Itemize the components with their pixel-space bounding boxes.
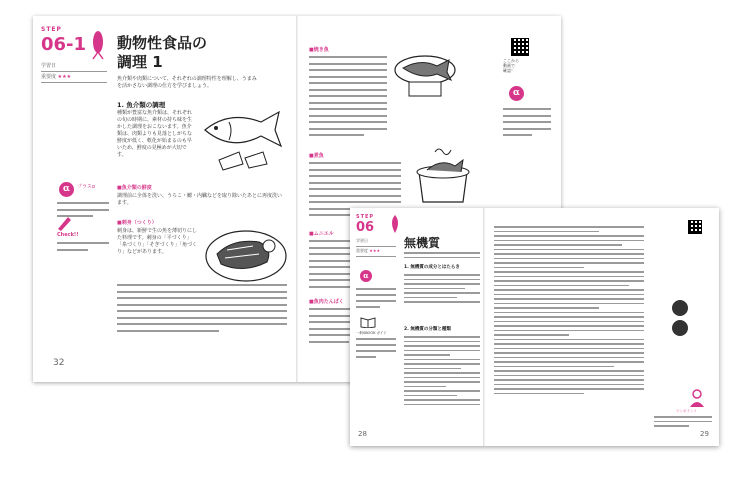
subheading-freshness: ■魚介類の鮮度 [117,185,152,191]
front-importance-stars: ★★★ [369,248,381,253]
step-number: 06-1 [41,34,87,55]
front-spine-gutter [483,208,485,446]
plus-alpha-badge: α [59,182,74,197]
study-date-row [41,62,107,72]
front-page-number-left: 28 [358,430,367,438]
front-book-note [356,338,396,362]
check-note [57,242,109,255]
front-step-number: 06 [356,220,375,235]
onepoint-label: ワンポイント [676,409,697,413]
margin-tag-2 [672,320,688,336]
plus-alpha-label: プラスα [77,184,96,190]
front-plus-alpha-badge: α [360,270,372,282]
book-caption: 一般SBOOK ガイド [356,331,387,335]
book-icon [360,316,376,328]
front-section1-heading: 1. 無機質の成分とはたらき [404,265,460,270]
importance-label: 重要度 [41,74,57,80]
page-title [117,34,207,72]
front-margin-note [356,288,396,312]
study-date-label: 学習日 [41,63,57,69]
intro-text: 魚介類や肉類について、それぞれの調理特性を理解し、うまみを活かさない調理の仕方を学びましょう。 [117,76,257,89]
front-step-label: STEP [356,214,375,220]
check-label: Check!! [57,232,79,238]
front-qr-code[interactable] [688,220,702,234]
front-step-marker [356,214,375,235]
front-book-spread [350,208,719,446]
left-page-body-lines [117,284,287,336]
front-importance-label: 重要度 [356,248,368,253]
front-study-date-label: 学習日 [356,238,368,243]
margin-tag-1 [672,300,688,316]
section-heading: 1. 魚介類の調理 [117,101,166,109]
onepoint-note [654,416,712,430]
subheading-fish-protein: ■魚肉たんぱく [309,299,344,305]
front-page-number-right: 29 [700,430,709,438]
sashimi-plate-illustration [203,224,289,284]
grilled-fish-text [309,56,387,141]
title-line1: 動物性食品の [117,34,208,52]
spine-gutter [296,16,298,382]
front-intro-lines [404,252,480,261]
right-plus-alpha-badge: α [509,86,524,101]
subheading-sashimi: ■刺身（つくり） [117,220,157,226]
title-line2: 調理 1 [117,53,163,71]
fish-illustration [199,108,287,174]
front-page-title: 無機質 [404,236,441,250]
importance-stars: ★★★ [57,74,72,80]
page-number-left: 32 [53,358,65,368]
front-section1-lines [404,274,480,306]
qr-caption: ここから 動画で 確認！ [503,58,519,73]
qr-code[interactable] [511,38,529,56]
front-section2-heading: 2. 無機質の分類と種類 [404,327,451,332]
front-right-column [494,226,644,397]
freshness-paragraph: 調理前に全体を洗い、うろこ・鰓・内臓などを取り除いたあとに再度洗います。 [117,193,283,206]
corn-icon [91,28,105,60]
sashimi-paragraph: 刺身は、新鮮で生の魚を薄切りにした料理です。刺身の「平づくり」「糸づくり」「そぎづくり」「角づくり」などがあります。 [117,228,198,255]
person-icon [688,388,706,408]
step-marker [41,26,87,55]
front-study-date-row [356,238,396,247]
step-label: STEP [41,26,62,33]
right-margin-note [503,108,551,141]
pencil-icon [55,214,73,232]
importance-row [41,73,107,83]
front-section2-lines [404,336,480,408]
grilled-fish-illustration [393,52,457,98]
subheading-meuniere: ■ムニエル [309,231,334,237]
front-importance-row [356,248,396,257]
section-paragraph: 種類が豊富な魚介類は、それぞれの旬の時期に、素材の持ち味を生かした調理をおこないます。魚介類は、肉類よりも見落としがちな鮮度が低く、軟化が始まるのも早いため、鮮度の見極めが大切です。 [117,110,193,158]
subheading-grilled-fish: ■焼き魚 [309,47,329,53]
subheading-simmered-fish: ■煮魚 [309,153,324,159]
leaf-icon [388,214,402,234]
pot-illustration [411,142,475,208]
